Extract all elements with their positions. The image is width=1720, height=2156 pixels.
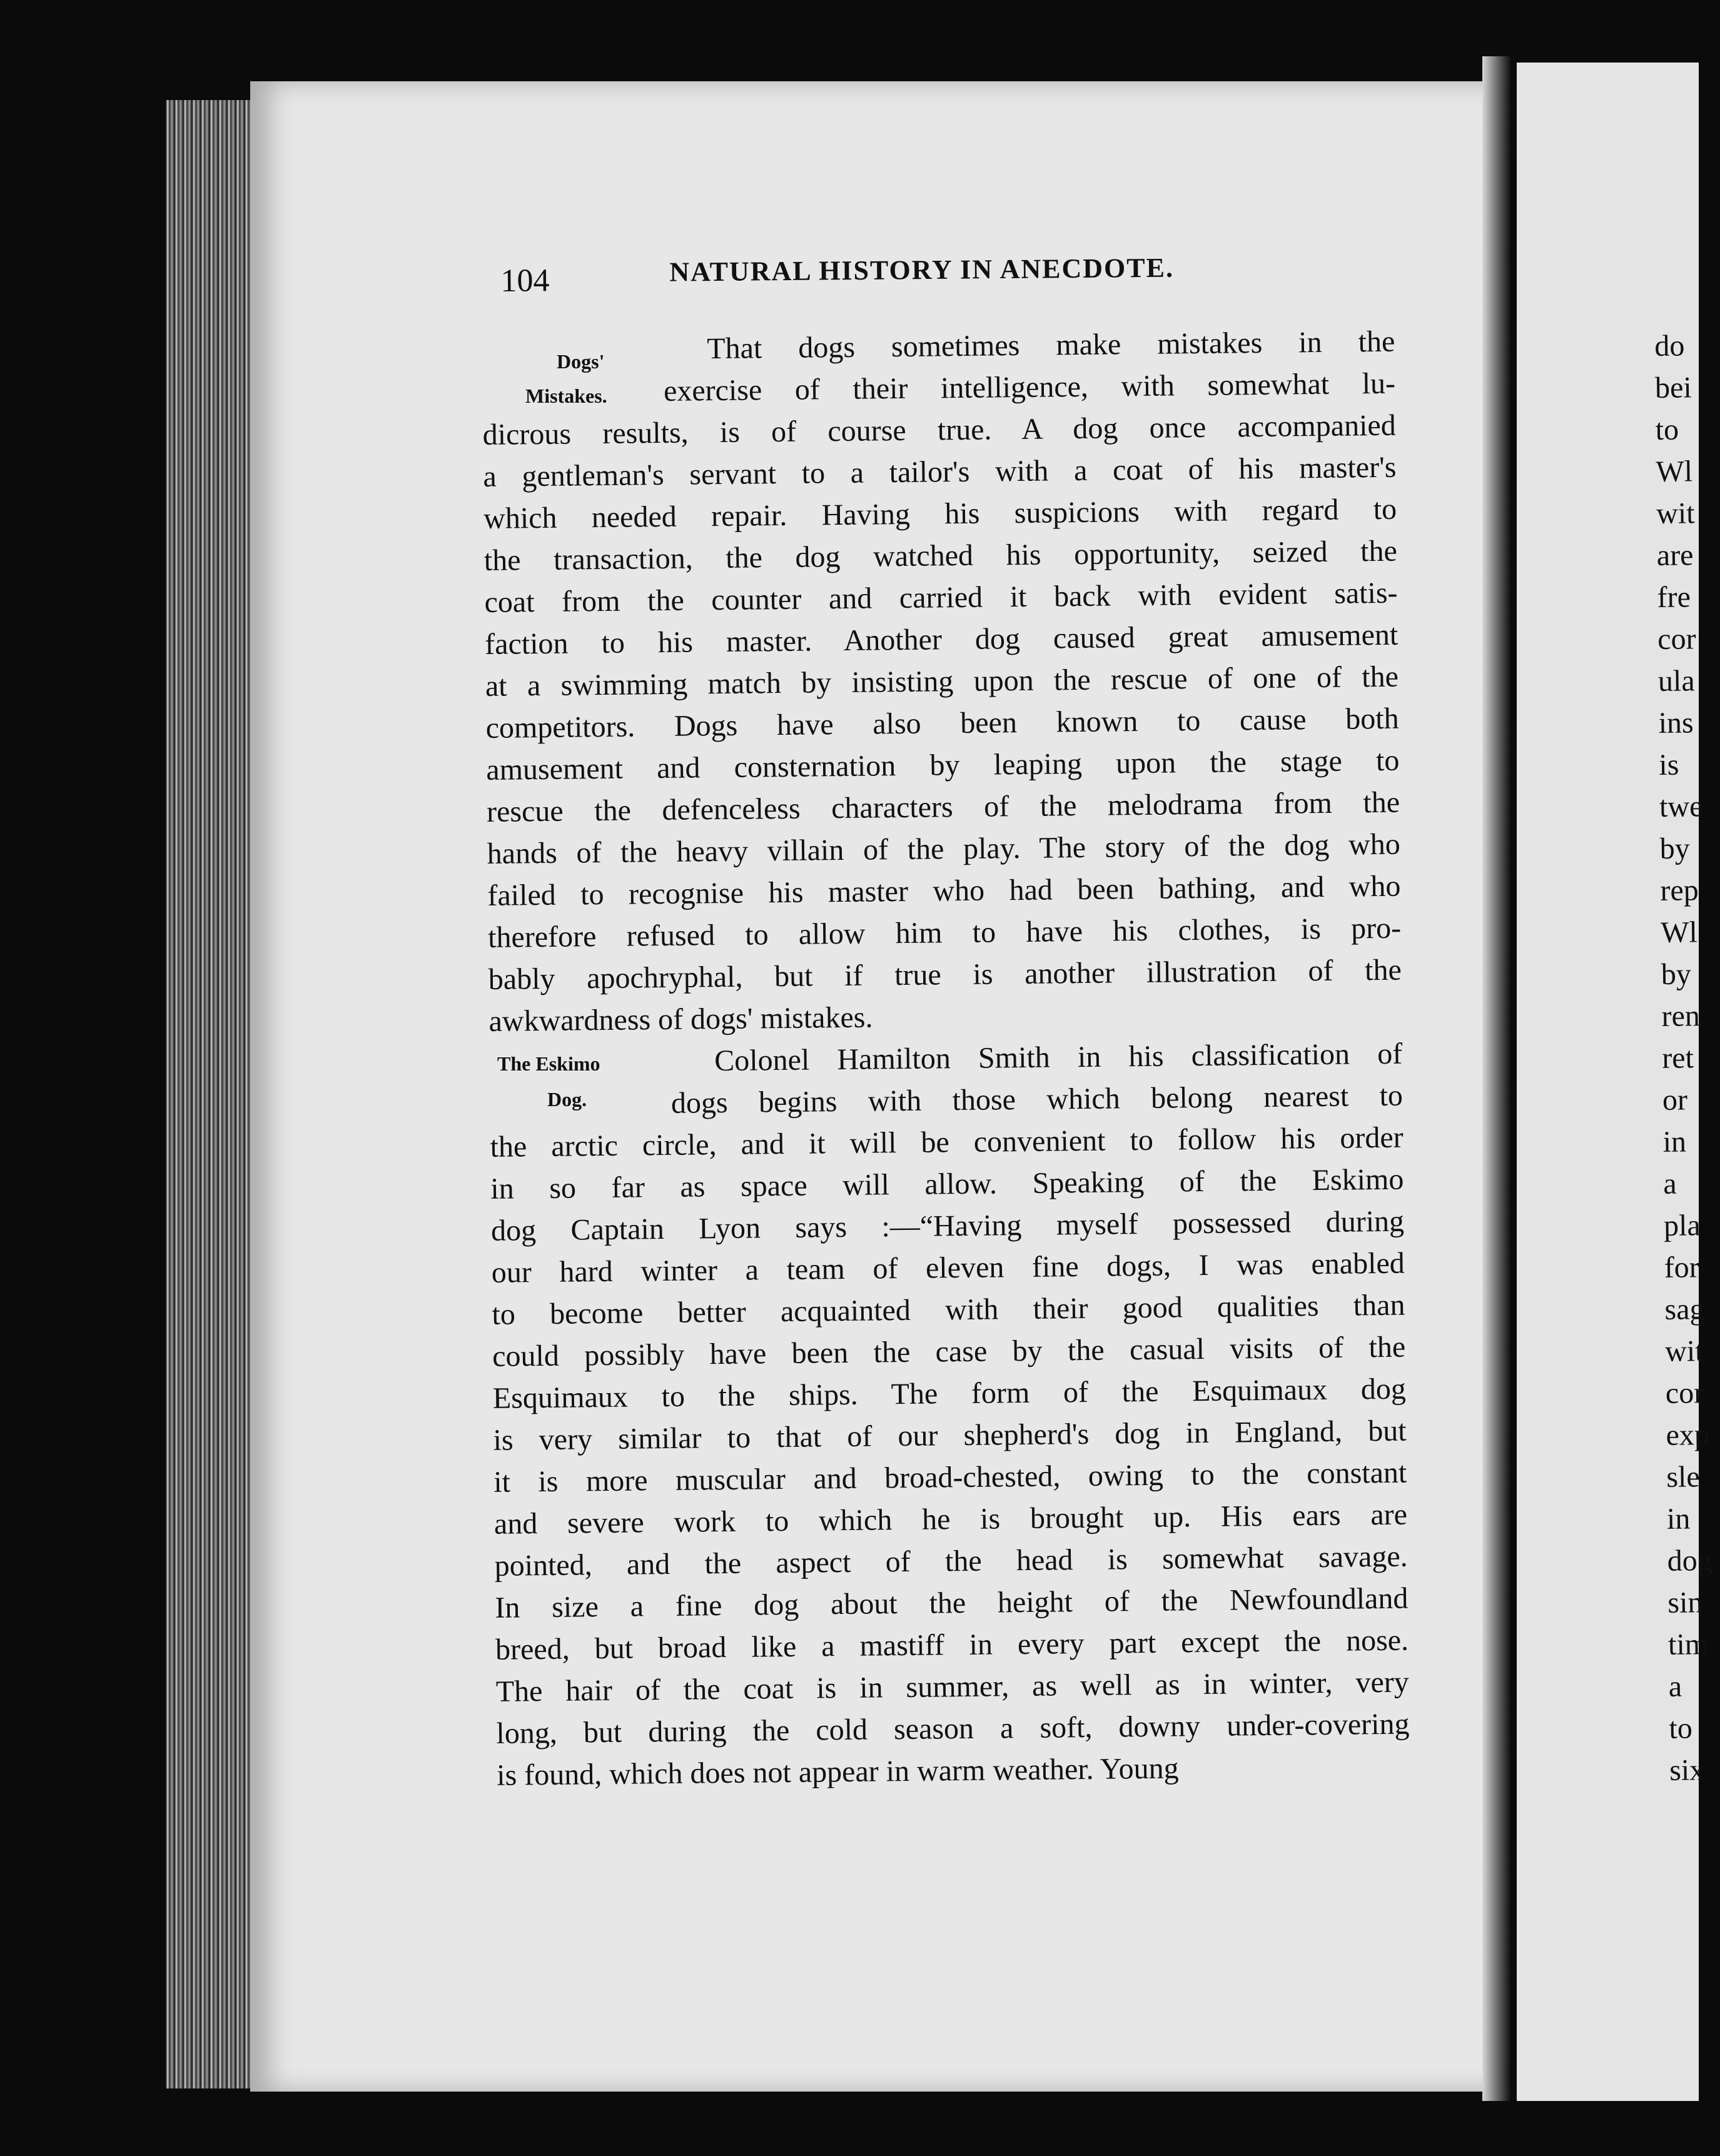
right-page-fragment: exp xyxy=(1666,1418,1710,1452)
text-line: In size a fine dog about the height of the Newfoundland xyxy=(495,1581,1409,1625)
right-page-fragment: ret xyxy=(1662,1041,1694,1075)
right-page-fragment: tim xyxy=(1667,1628,1709,1661)
text-line: bably apochryphal, but if true is another illustration of the xyxy=(488,953,1402,996)
text-line: Colonel Hamilton Smith in his classification of xyxy=(714,1037,1403,1078)
text-line: at a swimming match by insisting upon the rescue of one of the xyxy=(485,660,1399,703)
text-line: is very similar to that of our shepherd's dog in England, but xyxy=(493,1414,1407,1457)
right-page-fragment: sle xyxy=(1666,1460,1700,1494)
text-line: rescue the defenceless characters of the melodrama from the xyxy=(486,785,1400,829)
right-page-fragment: rep xyxy=(1660,874,1699,907)
right-page-fragment: ula xyxy=(1657,664,1695,698)
text-line: the arctic circle, and it will be convenient to follow his order xyxy=(490,1121,1404,1164)
text-line: dicrous results, is of course true. A dog once accompanied xyxy=(482,408,1396,451)
text-line: could possibly have been the case by the casual visits of the xyxy=(492,1330,1406,1373)
right-page-fragment: do xyxy=(1654,329,1685,363)
text-line: breed, but broad like a mastiff in every part except the nose. xyxy=(495,1623,1409,1666)
text-line: pointed, and the aspect of the head is somewhat savage. xyxy=(494,1539,1408,1583)
sidenote-eskimo-dog-line2: Dog. xyxy=(547,1088,587,1111)
right-page-fragment: six xyxy=(1669,1753,1705,1787)
page-number: 104 xyxy=(500,263,550,299)
right-page-fragment: ren xyxy=(1661,999,1701,1033)
text-line: and severe work to which he is brought up. His ears are xyxy=(493,1498,1408,1541)
text-line: faction to his master. Another dog caused great amusement xyxy=(484,618,1399,661)
text-line: therefore refused to allow him to have his clothes, is pro- xyxy=(487,911,1402,954)
right-page-fragment: cor xyxy=(1657,622,1696,656)
right-page-fragment: wit xyxy=(1664,1334,1704,1368)
text-line: awkwardness of dogs' mistakes. xyxy=(488,1000,873,1038)
book-gutter xyxy=(1482,56,1510,2101)
right-page-fragment: are xyxy=(1656,538,1694,572)
right-page-fragment: sin xyxy=(1667,1586,1703,1620)
body-text xyxy=(482,321,1410,1796)
text-line: a gentleman's servant to a tailor's with a coat of his master's xyxy=(483,450,1397,493)
right-page-fragment: to xyxy=(1669,1711,1693,1745)
right-page-fragment: wit xyxy=(1656,496,1695,530)
right-page-fragment: Wl xyxy=(1656,455,1693,488)
text-line: competitors. Dogs have also been known to cause both xyxy=(485,702,1399,745)
text-line: to become better acquainted with their good qualities than xyxy=(492,1288,1405,1331)
right-page-fragment: dog xyxy=(1667,1544,1712,1578)
text-line: coat from the counter and carried it back with evident satis- xyxy=(484,576,1398,619)
right-page-fragment: cor xyxy=(1665,1376,1704,1410)
right-page-fragment: twe xyxy=(1659,790,1703,824)
text-line: That dogs sometimes make mistakes in the xyxy=(707,325,1395,366)
text-line: amusement and consternation by leaping upon the stage to xyxy=(486,743,1400,787)
right-page-fragment: by xyxy=(1661,957,1692,991)
text-line: the transaction, the dog watched his opportunity, seized the xyxy=(483,534,1398,577)
right-page-fragment: Wl xyxy=(1660,915,1698,949)
text-line: hands of the heavy villain of the play. The story of the dog who xyxy=(487,827,1400,870)
text-line: it is more muscular and broad-chested, owing to the constant xyxy=(493,1456,1407,1499)
right-page-fragment: in xyxy=(1662,1125,1687,1159)
right-page-fragment: a xyxy=(1668,1670,1682,1703)
right-page-fragment: for xyxy=(1664,1251,1700,1284)
right-page-fragment: a xyxy=(1663,1167,1677,1201)
sidenote-dogs-mistakes-line2: Mistakes. xyxy=(525,385,607,407)
right-page-fragment: pla xyxy=(1663,1209,1701,1242)
right-page-fragment: in xyxy=(1666,1502,1691,1536)
right-page-fragment: ins xyxy=(1658,706,1694,740)
running-title: NATURAL HISTORY IN ANECDOTE. xyxy=(669,252,1175,288)
right-page-fragment: or xyxy=(1662,1083,1688,1117)
text-line: is found, which does not appear in warm weather. Young xyxy=(496,1751,1179,1792)
right-page-fragment: fre xyxy=(1657,580,1691,614)
right-page-fragment: to xyxy=(1655,413,1679,446)
text-line: dogs begins with those which belong nearest to xyxy=(670,1079,1404,1120)
right-page-fragment: by xyxy=(1659,832,1691,865)
text-line: failed to recognise his master who had been bathing, and who xyxy=(487,869,1401,912)
right-page-fragment: bei xyxy=(1654,371,1692,405)
text-line: The hair of the coat is in summer, as well as in winter, very xyxy=(495,1665,1409,1708)
text-line: dog Captain Lyon says :—“Having myself possessed during xyxy=(490,1204,1405,1247)
text-line: exercise of their intelligence, with somewhat lu- xyxy=(663,366,1396,408)
text-line: our hard winter a team of eleven fine dogs, I was enabled xyxy=(491,1246,1405,1289)
text-line: Esquimaux to the ships. The form of the Esquimaux dog xyxy=(492,1372,1407,1415)
sidenote-dogs-mistakes-line1: Dogs' xyxy=(557,350,605,373)
text-line: which needed repair. Having his suspicions with regard to xyxy=(483,492,1397,535)
right-page-fragment: sag xyxy=(1664,1292,1705,1326)
sidenote-eskimo-dog-line1: The Eskimo xyxy=(497,1052,600,1075)
text-line: in so far as space will allow. Speaking of the Eskimo xyxy=(490,1162,1404,1206)
page-header xyxy=(500,240,1627,300)
book-page-edges xyxy=(166,100,253,2088)
right-page-fragment: is xyxy=(1659,748,1679,782)
text-line: long, but during the cold season a soft, downy under-covering xyxy=(496,1707,1410,1750)
